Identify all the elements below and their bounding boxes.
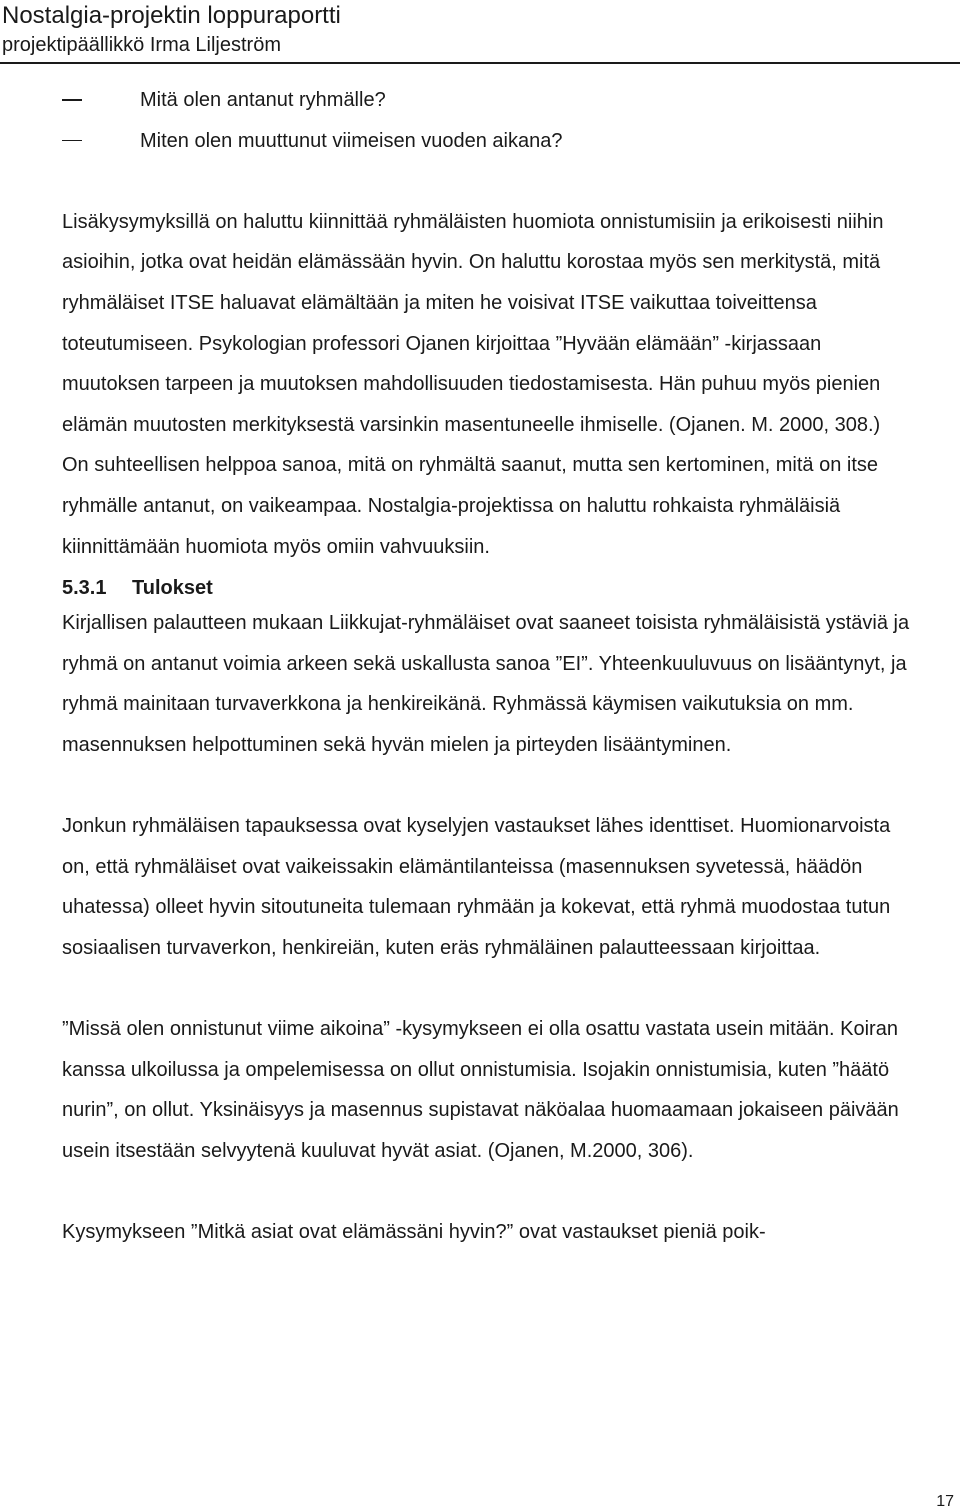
list-item-text: Mitä olen antanut ryhmälle? <box>140 89 386 111</box>
list-item <box>62 80 912 121</box>
paragraph: Kysymykseen ”Mitkä asiat ovat elämässäni hyvin?” ovat vastaukset pieniä poik- <box>62 1221 766 1244</box>
section-title: Tulokset <box>132 577 213 600</box>
page-header <box>0 0 960 64</box>
question-list <box>62 80 912 161</box>
list-item <box>62 121 912 162</box>
header-divider <box>0 62 960 64</box>
dash-bullet-icon <box>62 99 82 101</box>
document-author: projektipäällikkö Irma Liljeström <box>2 34 281 56</box>
section-heading <box>62 573 912 603</box>
page-body <box>62 80 912 1253</box>
dash-bullet-icon <box>62 140 82 142</box>
paragraph: ”Missä olen onnistunut viime aikoina” -kysymykseen ei olla osattu vastata usein mitään. Koiran kanssa ulkoilussa ja ompelemisessa on ollut onnistumisia. Isojakin onnistumisia, kuten ”häätö nurin”, on ollut. Yksinäisyys ja masennus supistavat näköalaa huomaamaan jokaiseen päivään usein itsestään selvyytenä kuuluvat hyvät asiat. (Ojanen, M.2000, 306). <box>62 1018 899 1162</box>
paragraph: Jonkun ryhmäläisen tapauksessa ovat kyselyjen vastaukset lähes identtiset. Huomionarvoista on, että ryhmäläiset ovat vaikeissakin elämäntilanteissa (masennuksen syvetessä, häädön uhatessa) olleet hyvin sitoutuneita tulemaan ryhmään ja kokevat, että ryhmä muodostaa tutun sosiaalisen turvaverkon, henkireiän, kuten eräs ryhmäläinen palautteessaan kirjoittaa. <box>62 815 891 959</box>
document-title: Nostalgia-projektin loppuraportti <box>2 2 341 29</box>
paragraph: Lisäkysymyksillä on haluttu kiinnittää ryhmäläisten huomiota onnistumisiin ja erikoisesti niihin asioihin, jotka ovat heidän elämässään hyvin. On haluttu korostaa myös sen merkitystä, mitä ryhmäläiset ITSE haluavat elämältään ja miten he voisivat ITSE vaikuttaa toiveittensa toteutumiseen. Psykologian professori Ojanen kirjoittaa ”Hyvään elämään” -kirjassaan muutoksen tarpeen ja muutoksen mahdollisuuden tiedostamisesta. Hän puhuu myös pienien elämän muutosten merkityksestä varsinkin masentuneelle ihmiselle. (Ojanen. M. 2000, 308.) On suhteellisen helppoa sanoa, mitä on ryhmältä saanut, mutta sen kertominen, mitä on itse ryhmälle antanut, on vaikeampaa. Nostalgia-projektissa on haluttu rohkaista ryhmäläisiä kiinnittämään huomiota myös omiin vahvuuksiin. <box>62 210 884 558</box>
paragraph: Kirjallisen palautteen mukaan Liikkujat-ryhmäläiset ovat saaneet toisista ryhmäläisistä ystäviä ja ryhmä on antanut voimia arkeen sekä uskallusta sanoa ”EI”. Yhteenkuuluvuus on lisääntynyt, ja ryhmä mainitaan turvaverkkona ja henkireikänä. Ryhmässä käymisen vaikutuksia on mm. masennuksen helpottuminen sekä hyvän mielen ja pirteyden lisääntyminen. <box>62 612 910 756</box>
page-number: 17 <box>936 1493 954 1510</box>
section-number: 5.3.1 <box>62 577 107 600</box>
list-item-text: Miten olen muuttunut viimeisen vuoden aikana? <box>140 129 563 152</box>
